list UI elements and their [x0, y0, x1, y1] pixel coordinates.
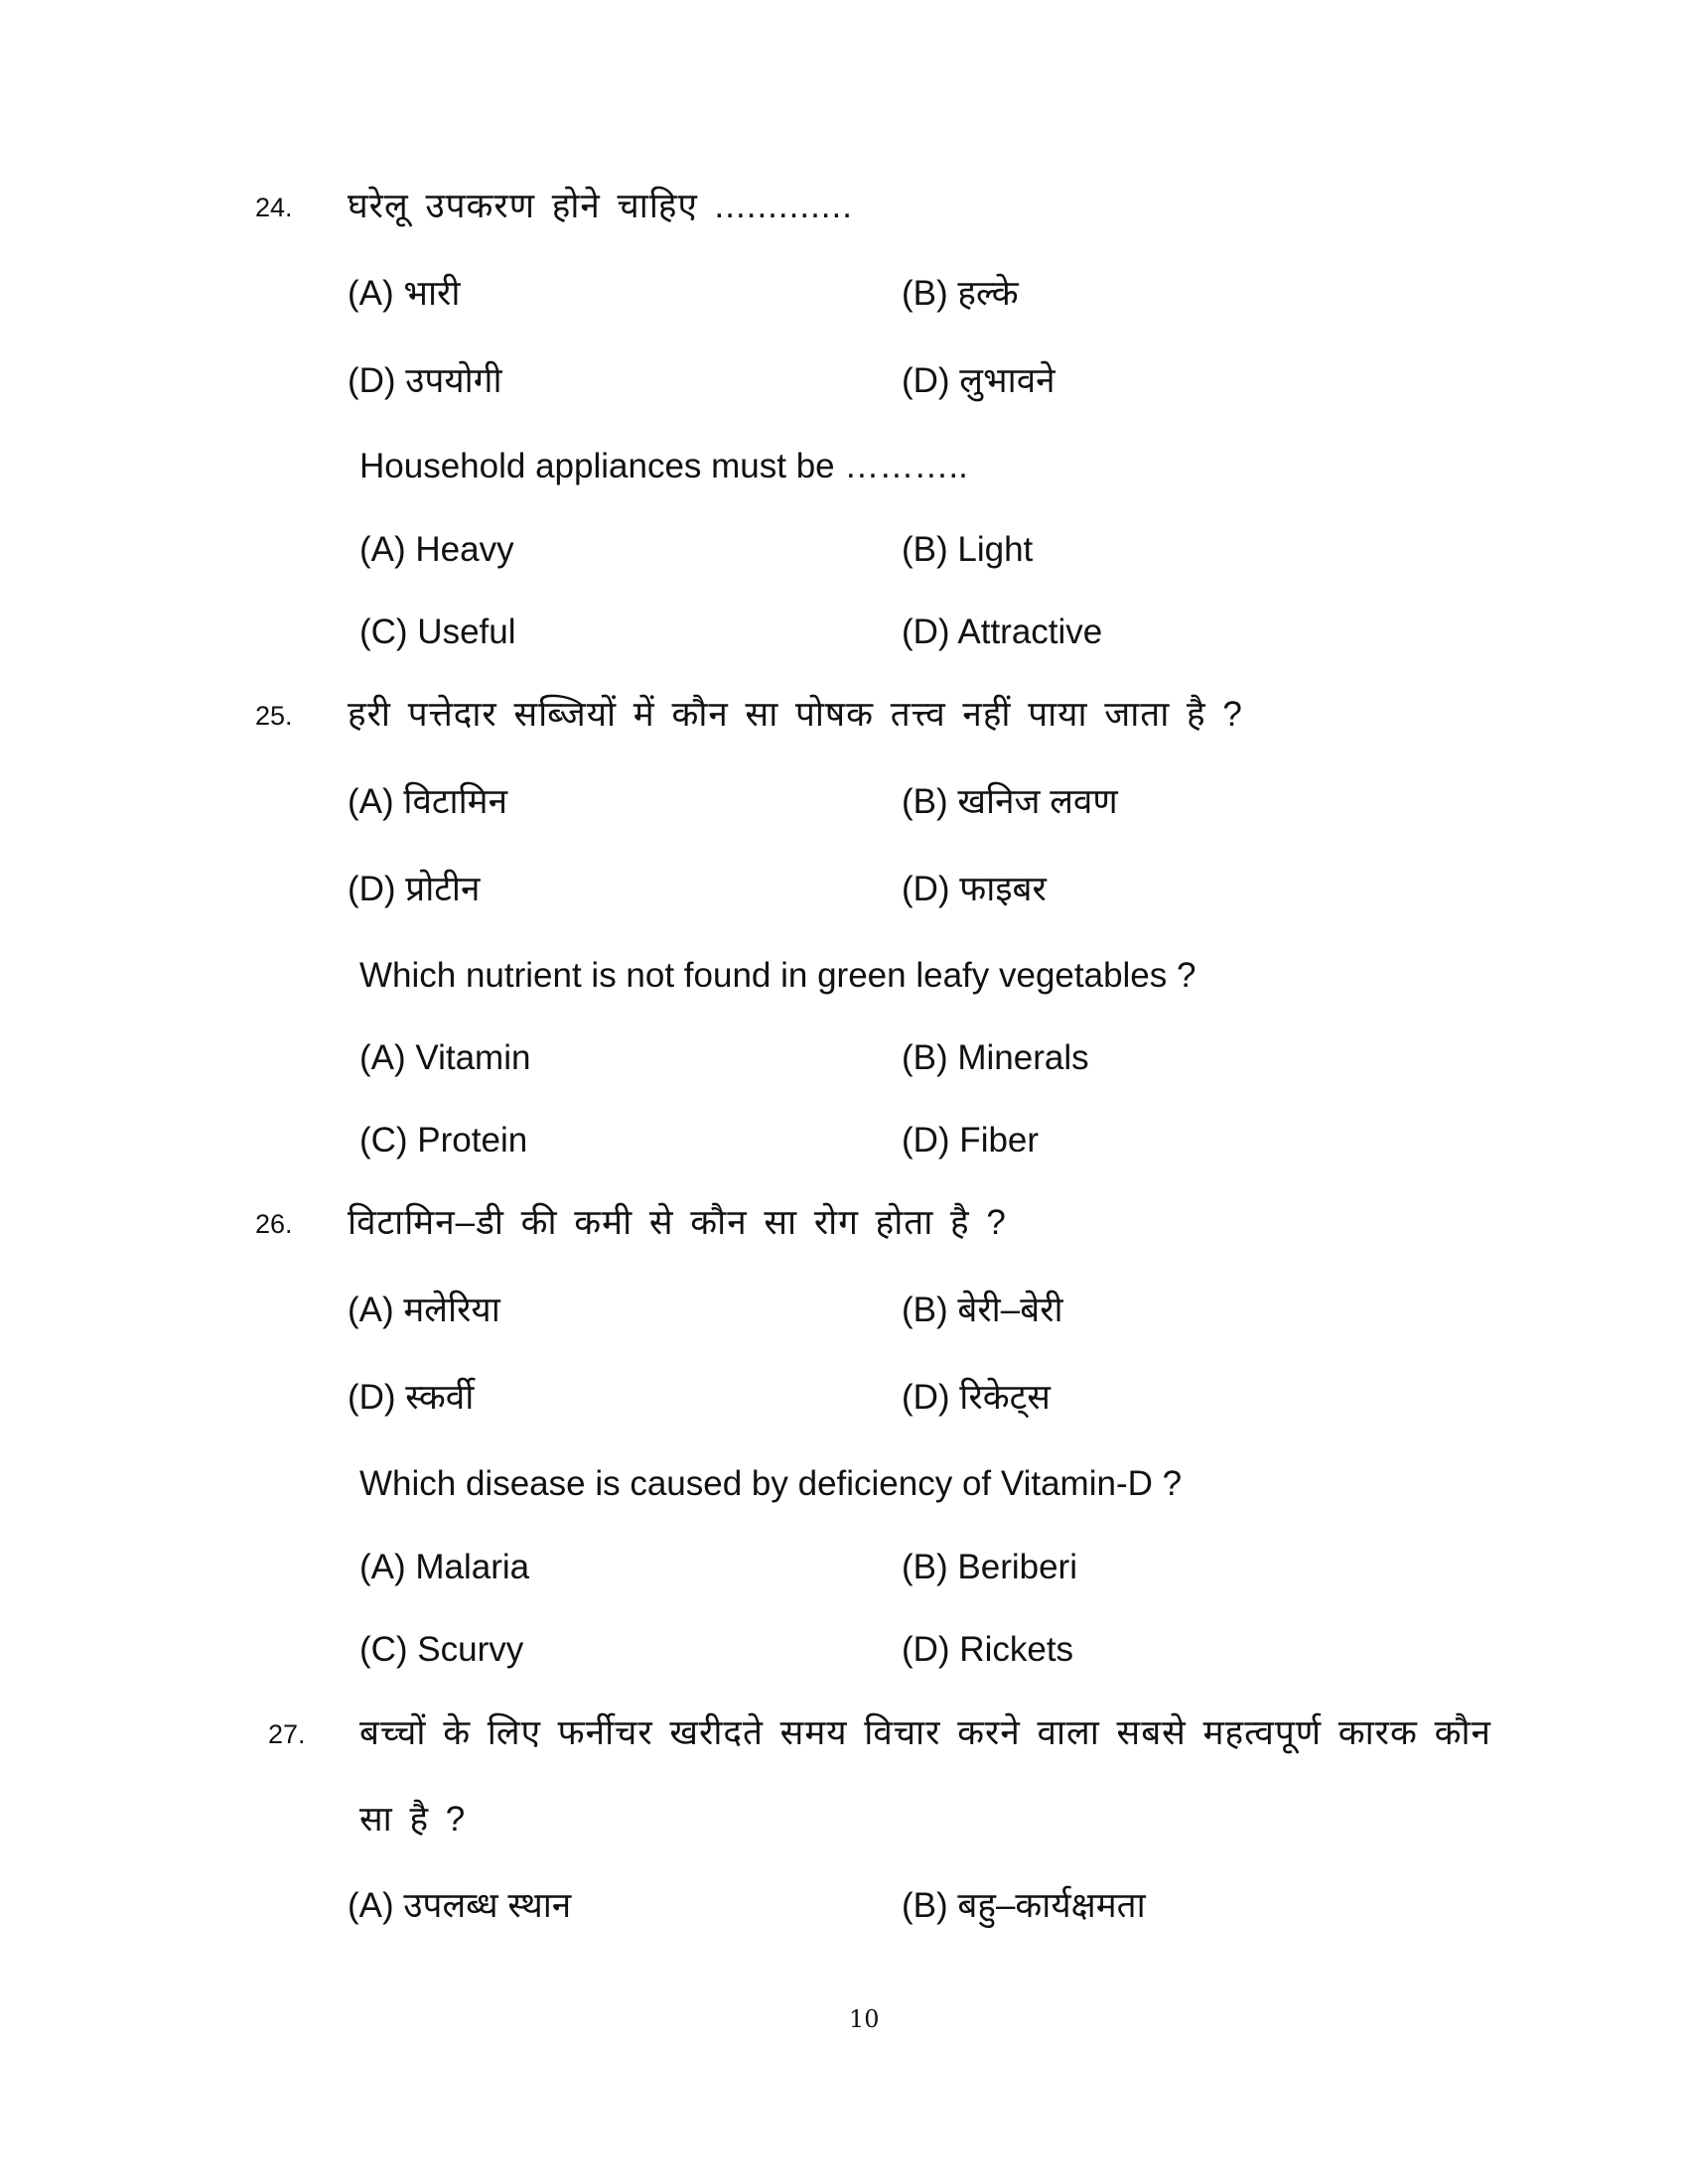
option-a-hindi: (A) मलेरिया [348, 1291, 500, 1329]
option-c-english: (C) Protein [359, 1121, 528, 1160]
option-c-hindi: (D) प्रोटीन [348, 870, 481, 908]
option-d-hindi: (D) रिकेट्स [902, 1378, 1051, 1417]
option-b-hindi: (B) खनिज लवण [902, 782, 1118, 821]
option-d-english: (D) Attractive [902, 613, 1103, 651]
question-text-english: Which disease is caused by deficiency of Vitamin-D ? [359, 1464, 1183, 1503]
question-text-hindi: घरेलू उपकरण होने चाहिए ............. [348, 187, 853, 225]
option-d-english: (D) Fiber [902, 1121, 1040, 1160]
page-number: 10 [849, 2005, 880, 2033]
option-a-hindi: (A) भारी [348, 274, 461, 313]
option-c-hindi: (D) उपयोगी [348, 361, 502, 400]
question-number: 26. [255, 1209, 293, 1239]
option-a-english: (A) Heavy [359, 530, 514, 569]
option-b-english: (B) Light [902, 530, 1034, 569]
option-d-hindi: (D) लुभावने [902, 361, 1055, 400]
option-d-hindi: (D) फाइबर [902, 870, 1047, 908]
option-a-hindi: (A) विटामिन [348, 782, 508, 821]
question-text-hindi-line1: बच्चों के लिए फर्नीचर खरीदते समय विचार करने वाला सबसे महत्वपूर्ण कारक कौन [359, 1713, 1491, 1752]
option-a-hindi: (A) उपलब्ध स्थान [348, 1886, 572, 1925]
option-c-english: (C) Scurvy [359, 1630, 524, 1669]
option-b-english: (B) Beriberi [902, 1548, 1077, 1586]
option-b-hindi: (B) हल्के [902, 274, 1019, 313]
option-b-hindi: (B) बेरी–बेरी [902, 1291, 1063, 1329]
option-c-hindi: (D) स्कर्वी [348, 1378, 475, 1417]
question-number: 27. [268, 1719, 306, 1749]
option-a-english: (A) Vitamin [359, 1038, 531, 1077]
question-text-english: Which nutrient is not found in green leafy vegetables ? [359, 956, 1196, 995]
question-number: 25. [255, 701, 293, 731]
option-c-english: (C) Useful [359, 613, 516, 651]
question-text-hindi-line2: सा है ? [359, 1800, 467, 1839]
option-a-english: (A) Malaria [359, 1548, 530, 1586]
option-b-hindi: (B) बहु–कार्यक्षमता [902, 1886, 1146, 1925]
question-text-english: Household appliances must be ……….. [359, 447, 968, 485]
question-number: 24. [255, 193, 293, 222]
question-text-hindi: हरी पत्तेदार सब्जियों में कौन सा पोषक तत्त्व नहीं पाया जाता है ? [348, 695, 1243, 734]
question-text-hindi: विटामिन–डी की कमी से कौन सा रोग होता है ? [348, 1203, 1007, 1242]
option-b-english: (B) Minerals [902, 1038, 1089, 1077]
option-d-english: (D) Rickets [902, 1630, 1074, 1669]
